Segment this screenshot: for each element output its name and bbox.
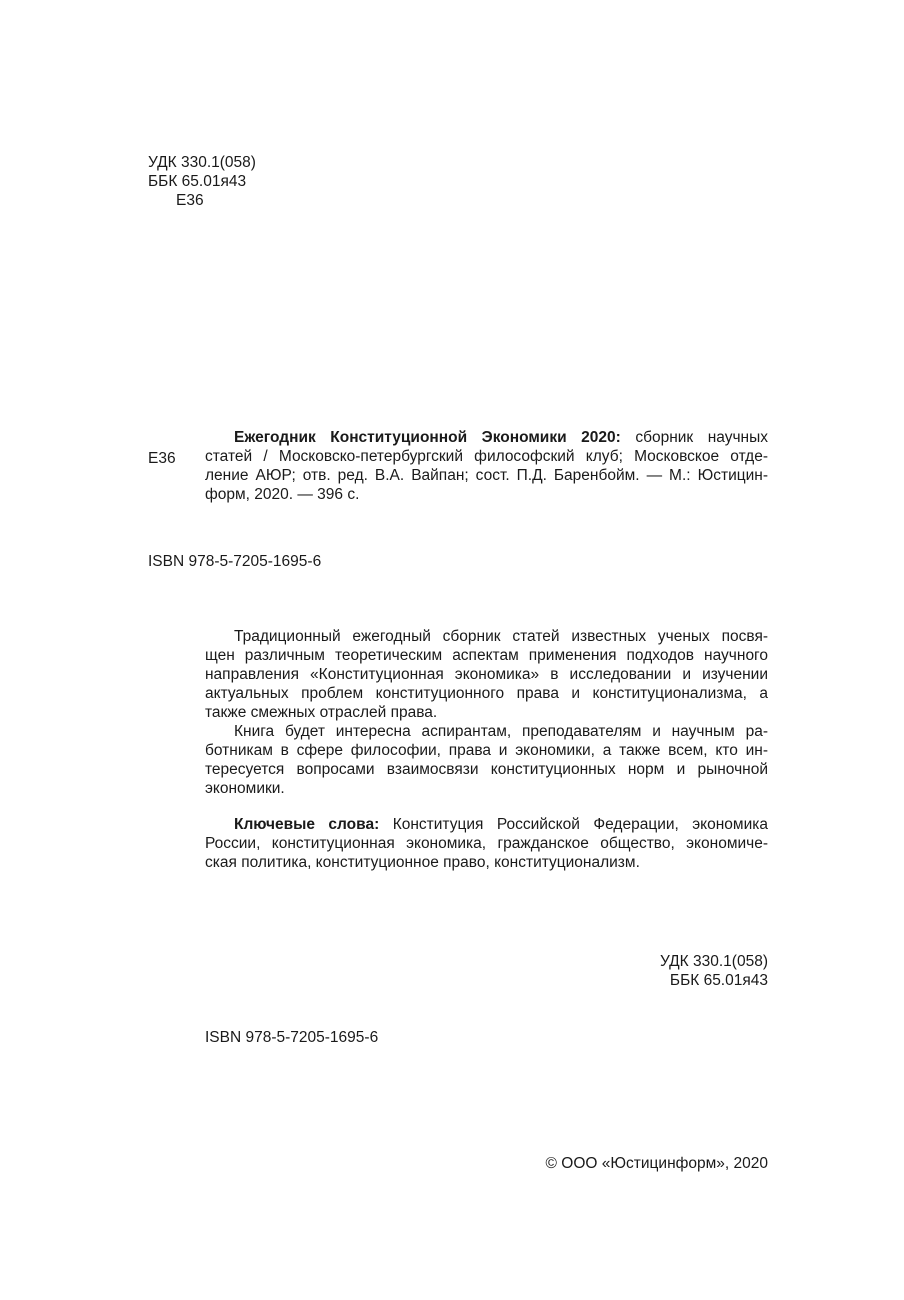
bbk-code: ББК 65.01я43 <box>148 173 247 190</box>
abstract-p1-line: направления «Конституционная экономика» в исследовании и изучении <box>205 666 768 683</box>
udk-code: УДК 330.1(058) <box>148 154 256 171</box>
abstract-p2-line: экономики. <box>205 780 285 797</box>
book-title: Ежегодник Конституционной Экономики 2020: <box>234 429 621 446</box>
keywords-line-1 <box>205 815 768 834</box>
keywords <box>205 815 768 872</box>
keywords-line-1-rest: Конституция Российской Федерации, экономика <box>379 816 768 833</box>
author-sign: Е36 <box>176 192 204 209</box>
biblio-line-4: форм, 2020. — 396 с. <box>205 486 360 503</box>
classification-bottom <box>660 952 768 990</box>
keywords-label: Ключевые слова: <box>234 816 380 833</box>
bbk-code-bottom: ББК 65.01я43 <box>669 972 768 989</box>
author-mark: Е36 <box>148 450 176 467</box>
abstract-p1-line: также смежных отраслей права. <box>205 704 438 721</box>
abstract-p1-line: актуальных проблем конституционного права и конституционализма, а <box>205 685 768 702</box>
abstract <box>205 627 768 798</box>
keywords-line-3: ская политика, конституционное право, конституционализм. <box>205 854 640 871</box>
bibliographic-record <box>205 428 768 504</box>
isbn-bottom: ISBN 978-5-7205-1695-6 <box>205 1029 379 1046</box>
biblio-line-1-rest: сборник научных <box>620 429 768 446</box>
isbn-top: ISBN 978-5-7205-1695-6 <box>148 553 322 570</box>
biblio-line-1 <box>205 428 768 447</box>
biblio-line-3: ление АЮР; отв. ред. В.А. Вайпан; сост. П.Д. Баренбойм. — М.: Юстицин- <box>205 467 768 484</box>
abstract-p1-line: Традиционный ежегодный сборник статей известных ученых посвя- <box>234 628 768 645</box>
copyright-notice: © ООО «Юстицинформ», 2020 <box>545 1155 768 1172</box>
udk-code-bottom: УДК 330.1(058) <box>660 953 768 970</box>
biblio-line-2: статей / Московско-петербургский философский клуб; Московское отде- <box>205 448 768 465</box>
keywords-line-2: России, конституционная экономика, гражданское общество, экономиче- <box>205 835 768 852</box>
classification-top <box>148 153 256 210</box>
abstract-p2-line: ботникам в сфере философии, права и экономики, а также всем, кто ин- <box>205 742 768 759</box>
abstract-p2-line: тересуется вопросами взаимосвязи конституционных норм и рыночной <box>205 761 768 778</box>
abstract-p1-line: щен различным теоретическим аспектам применения подходов научного <box>205 647 768 664</box>
abstract-p2-line: Книга будет интересна аспирантам, преподавателям и научным ра- <box>234 723 768 740</box>
